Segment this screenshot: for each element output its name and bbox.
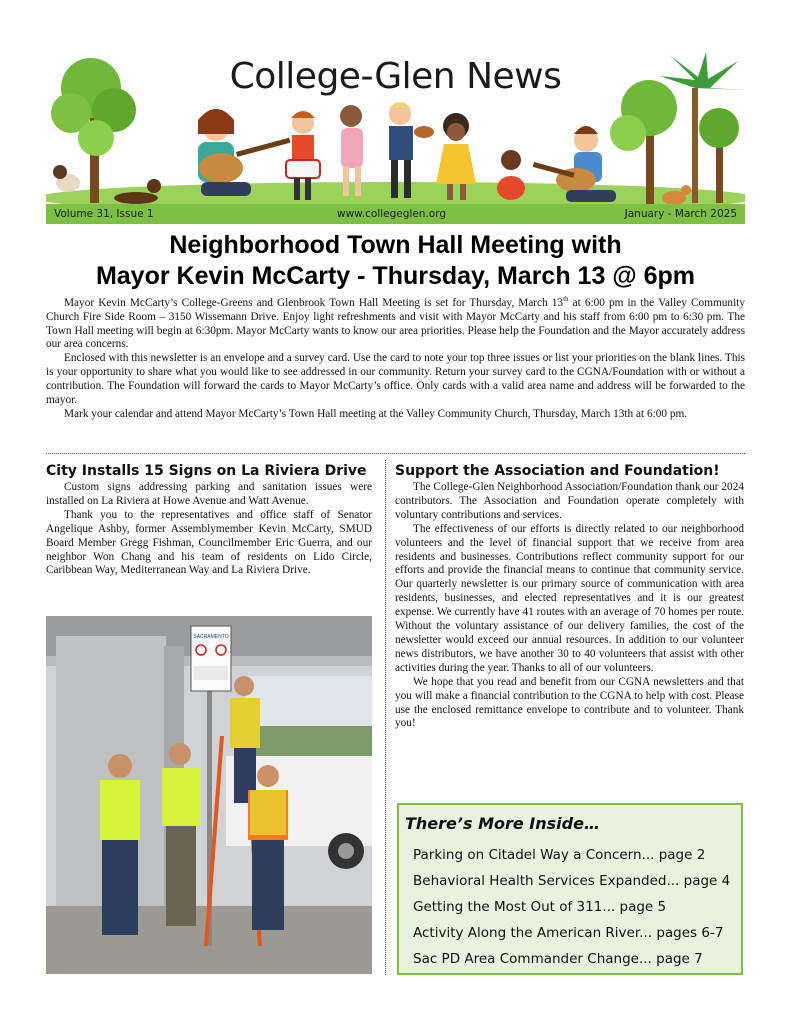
contents-item[interactable]: Behavioral Health Services Expanded... page 4 <box>413 873 731 889</box>
paragraph: Mayor Kevin McCarty’s College-Greens and Glenbrook Town Hall Meeting is set for Thursday, March 13th at 6:00 pm in the Valley Community Church Fire Side Room – 3150 Wissemann Drive. Enjoy light refreshments and visit with Mayor McCarty and his staff from 6:00 pm to 6:30 pm. The Town Hall meeting will begin at 6:30pm. Mayor McCarty wants to know our area priorities. Please help the Foundation and the Mayor accurately address our area concerns. <box>46 295 745 351</box>
more-inside-box <box>397 803 743 975</box>
paragraph: The effectiveness of our efforts is directly related to our neighborhood volunteers and the level of financial support that we receive from area residents and businesses. Contributions reflect community support for our efforts and provide the financial means to continue that community service. Our quarterly newsletter is our primary source of communication with area residents, businesses, and elected representatives and it is our greatest expense. We currently have 41 routes with an average of 70 homes per route. Without the voluntary assistance of our delivery families, the cost of the newsletter would exceed our annual resources. In addition to our volunteer news distributors, we have another 30 to 40 volunteers that assist with other activities during the year. Thanks to all of our volunteers. <box>395 522 744 674</box>
paragraph: Mark your calendar and attend Mayor McCarty’s Town Hall meeting at the Valley Community Church, Thursday, March 13th at 6:00 pm. <box>64 408 688 421</box>
sign-installation-photo <box>46 616 372 974</box>
more-inside-title: There’s More Inside… <box>405 814 600 833</box>
paragraph: The College-Glen Neighborhood Association/Foundation thank our 2024 contributors. The Association and Foundation operate completely with voluntary contributions and services. <box>395 481 744 521</box>
worker-figure <box>100 754 140 935</box>
town-hall-article <box>46 293 745 422</box>
section-divider <box>46 453 745 454</box>
toddler-figure <box>497 150 525 200</box>
volume-issue: Volume 31, Issue 1 <box>54 208 154 220</box>
column-divider <box>385 460 386 975</box>
contents-list <box>413 842 730 972</box>
masthead-info-bar <box>46 204 745 224</box>
contents-item[interactable]: Sac PD Area Commander Change... page 7 <box>413 951 703 967</box>
paragraph: We hope that you read and benefit from our CGNA newsletters and that you will make a financial contribution to the CGNA to help with cost. Please use the enclosed remittance envelope to contribute and to volunteer. Thank you! <box>395 675 744 730</box>
headline-line-2: Mayor Kevin McCarty - Thursday, March 13 @ 6pm <box>95 262 696 290</box>
paragraph: Custom signs addressing parking and sanitation issues were installed on La Riviera at Howe Avenue and Watt Avenue. <box>46 481 372 507</box>
photo-illustration <box>46 616 372 974</box>
contents-item[interactable]: Getting the Most Out of 311... page 5 <box>413 899 667 915</box>
paragraph: Enclosed with this newsletter is an envelope and a survey card. Use the card to note your top three issues or list your priorities on the blank lines. This is your opportunity to share what you would like to see addressed in our community. Return your survey card to the CGNA/Foundation with or without a contribution. The Foundation will forward the cards to Mayor McCarty’s office. Only cards with a valid area name and address will be forwarded to the mayor. <box>46 352 745 407</box>
contents-item[interactable]: Parking on Citadel Way a Concern... page 2 <box>413 847 706 863</box>
worker-figure <box>162 743 200 926</box>
support-article-heading: Support the Association and Foundation! <box>395 463 720 479</box>
paragraph: Thank you to the representatives and office staff of Senator Angelique Ashby, former Assemblymember Kevin McCarty, SMUD Board Member Gregg Fishman, Councilmember Eric Guerra, and our neighbor Won Chang and his team of residents on Lido Circle, Caribbean Way, Mediterranean Way and La Riviera Drive. <box>46 508 372 577</box>
masthead <box>46 48 745 224</box>
sign-city-text: SACRAMENTO <box>193 634 229 640</box>
website-link[interactable]: www.collegeglen.org <box>337 208 447 220</box>
support-article <box>395 463 744 731</box>
signs-article <box>46 463 372 578</box>
headline-line-1: Neighborhood Town Hall Meeting with <box>169 231 622 259</box>
main-headline <box>46 230 745 292</box>
date-range: January - March 2025 <box>624 208 737 220</box>
newsletter-title: College-Glen News <box>229 56 562 97</box>
contents-item[interactable]: Activity Along the American River... pages 6-7 <box>413 925 724 941</box>
signs-article-heading: City Installs 15 Signs on La Riviera Drive <box>46 463 367 479</box>
